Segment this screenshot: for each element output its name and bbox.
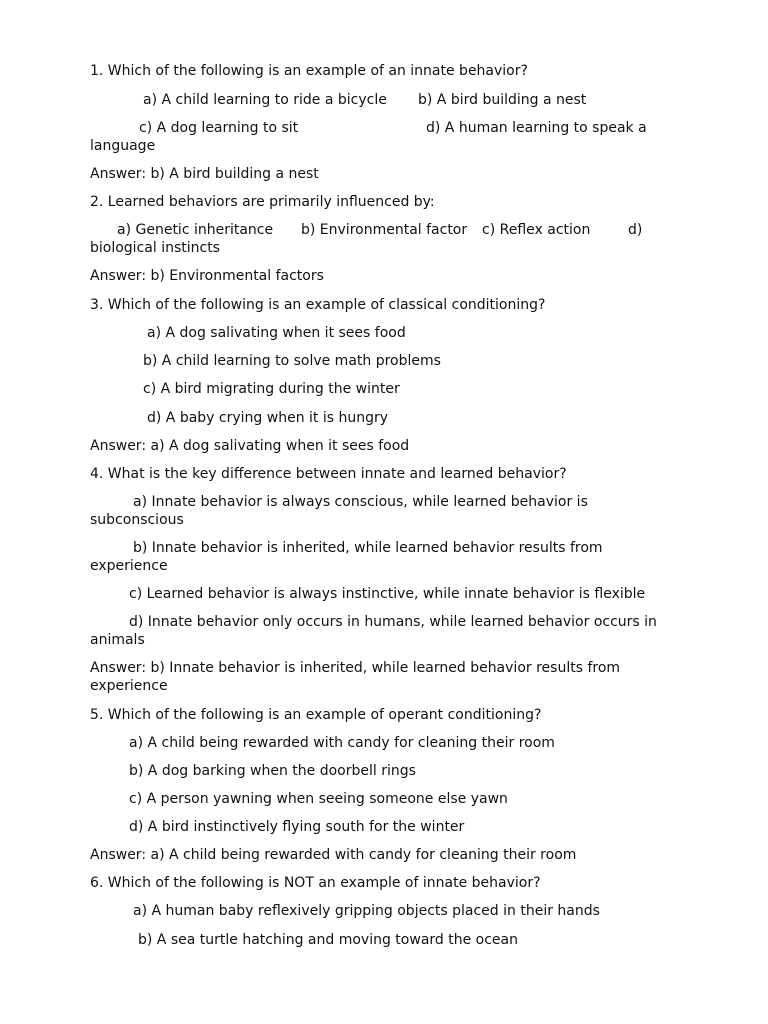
q4-answer-continued: experience [90, 678, 168, 694]
q1-option-b: b) A bird building a nest [418, 92, 587, 108]
q4-option-a-continued: subconscious [90, 512, 184, 528]
q5-option-c: c) A person yawning when seeing someone else yawn [129, 791, 508, 807]
q6-option-b: b) A sea turtle hatching and moving toward the ocean [138, 932, 518, 948]
q2-option-a: a) Genetic inheritance [117, 222, 274, 238]
q2-question: 2. Learned behaviors are primarily influenced by: [90, 194, 435, 210]
q1-option-d-continued: language [90, 138, 156, 154]
q4-option-c: c) Learned behavior is always instinctive, while innate behavior is flexible [129, 586, 646, 602]
q4-option-b: b) Innate behavior is inherited, while learned behavior results from [133, 540, 603, 556]
q6-question: 6. Which of the following is NOT an example of innate behavior? [90, 875, 541, 891]
q4-option-d: d) Innate behavior only occurs in humans, while learned behavior occurs in [129, 614, 657, 630]
q3-option-c: c) A bird migrating during the winter [143, 381, 400, 397]
q2-option-b: b) Environmental factor [301, 222, 468, 238]
q5-option-a: a) A child being rewarded with candy for cleaning their room [129, 735, 555, 751]
q2-option-d: d) [628, 222, 643, 238]
q3-question: 3. Which of the following is an example of classical conditioning? [90, 297, 546, 313]
q4-question: 4. What is the key difference between innate and learned behavior? [90, 466, 567, 482]
q1-question: 1. Which of the following is an example of an innate behavior? [90, 63, 528, 79]
q3-option-b: b) A child learning to solve math problems [143, 353, 441, 369]
q4-option-b-continued: experience [90, 558, 168, 574]
q2-option-c: c) Reflex action [482, 222, 591, 238]
q1-option-d: d) A human learning to speak a [426, 120, 647, 136]
q5-answer: Answer: a) A child being rewarded with candy for cleaning their room [90, 847, 577, 863]
q3-option-a: a) A dog salivating when it sees food [147, 325, 406, 341]
q1-answer: Answer: b) A bird building a nest [90, 166, 319, 182]
q2-answer: Answer: b) Environmental factors [90, 268, 324, 284]
q3-option-d: d) A baby crying when it is hungry [147, 410, 389, 426]
q4-option-d-continued: animals [90, 632, 145, 648]
q4-option-a: a) Innate behavior is always conscious, while learned behavior is [133, 494, 588, 510]
q4-answer: Answer: b) Innate behavior is inherited, while learned behavior results from [90, 660, 621, 676]
q5-option-d: d) A bird instinctively flying south for the winter [129, 819, 465, 835]
q1-option-a: a) A child learning to ride a bicycle [143, 92, 387, 108]
q6-option-a: a) A human baby reflexively gripping objects placed in their hands [133, 903, 600, 919]
q1-option-c: c) A dog learning to sit [139, 120, 299, 136]
q5-option-b: b) A dog barking when the doorbell rings [129, 763, 416, 779]
q2-option-d-continued: biological instincts [90, 240, 220, 256]
q5-question: 5. Which of the following is an example of operant conditioning? [90, 707, 542, 723]
q3-answer: Answer: a) A dog salivating when it sees food [90, 438, 410, 454]
